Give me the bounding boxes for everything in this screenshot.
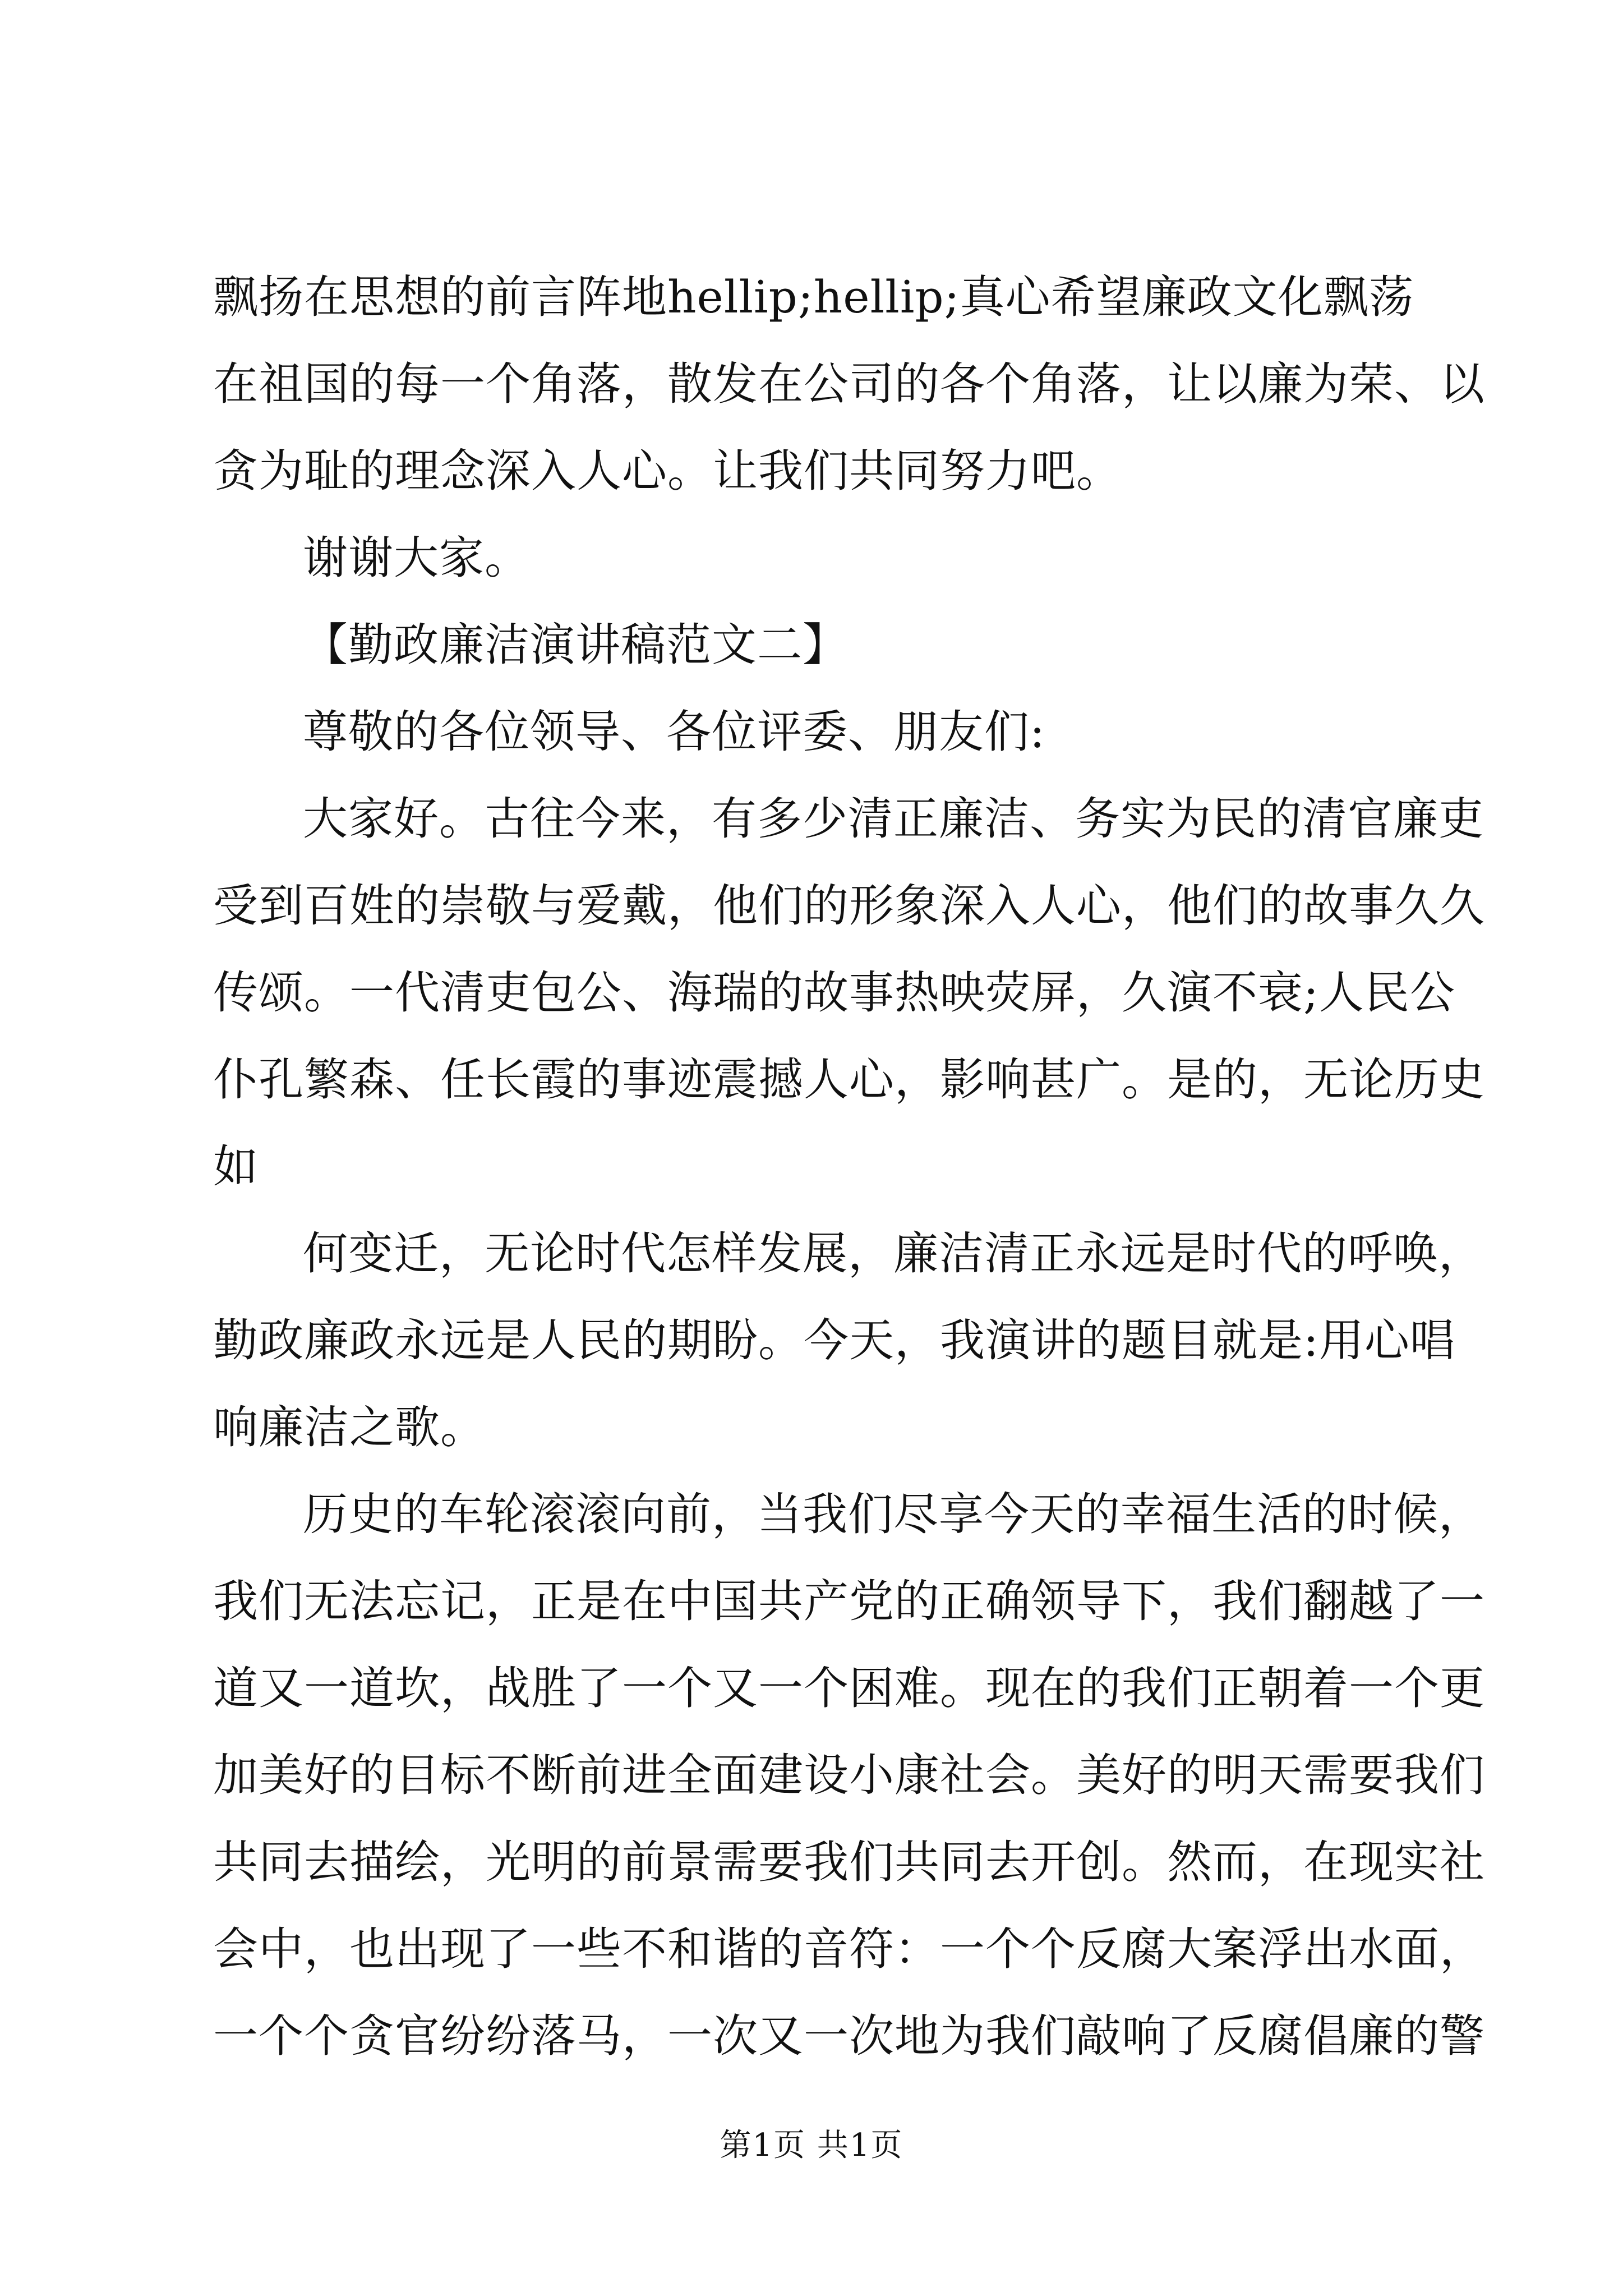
body-text-line: 贪为耻的理念深入人心。让我们共同努力吧。 bbox=[213, 445, 1122, 497]
body-text-line: 仆孔繁森、任长霞的事迹震撼人心，影响甚广。是的，无论历史 bbox=[213, 1053, 1485, 1106]
body-text-line: 加美好的目标不断前进全面建设小康社会。美好的明天需要我们 bbox=[213, 1749, 1485, 1801]
body-text-line: 何变迁，无论时代怎样发展，廉洁清正永远是时代的呼唤， bbox=[303, 1227, 1484, 1280]
body-text-line: 我们无法忘记，正是在中国共产党的正确领导下，我们翻越了一 bbox=[213, 1575, 1485, 1627]
body-text-line: 勤政廉政永远是人民的期盼。今天，我演讲的题目就是:用心唱 bbox=[213, 1314, 1455, 1366]
body-text-line: 在祖国的每一个角落，散发在公司的各个角落，让以廉为荣、以 bbox=[213, 358, 1485, 410]
body-text-line: 道又一道坎，战胜了一个又一个困难。现在的我们正朝着一个更 bbox=[213, 1662, 1485, 1714]
body-text-line: 飘扬在思想的前言阵地hellip;hellip;真心希望廉政文化飘荡 bbox=[213, 271, 1414, 323]
body-text-line: 一个个贪官纷纷落马，一次又一次地为我们敲响了反腐倡廉的警 bbox=[213, 2010, 1485, 2062]
body-text-line: 传颂。一代清吏包公、海瑞的故事热映荧屏，久演不衰;人民公 bbox=[213, 967, 1455, 1019]
body-text-line: 受到百姓的崇敬与爱戴，他们的形象深入人心，他们的故事久久 bbox=[213, 880, 1485, 932]
page-footer: 第1页 共1页 bbox=[720, 2127, 903, 2164]
body-text-line: 会中，也出现了一些不和谐的音符：一个个反腐大案浮出水面， bbox=[213, 1923, 1485, 1975]
body-text-line: 大家好。古往今来，有多少清正廉洁、务实为民的清官廉吏 bbox=[303, 793, 1484, 845]
body-text-line: 共同去描绘，光明的前景需要我们共同去开创。然而，在现实社 bbox=[213, 1836, 1485, 1888]
section-heading: 【勤政廉洁演讲稿范文二】 bbox=[303, 619, 848, 671]
salutation: 尊敬的各位领导、各位评委、朋友们: bbox=[303, 706, 1045, 758]
body-text-line: 如 bbox=[213, 1140, 259, 1193]
body-text-line: 响廉洁之歌。 bbox=[213, 1401, 486, 1453]
body-text-line: 历史的车轮滚滚向前，当我们尽享今天的幸福生活的时候， bbox=[303, 1488, 1484, 1540]
body-text-line: 谢谢大家。 bbox=[303, 532, 530, 584]
